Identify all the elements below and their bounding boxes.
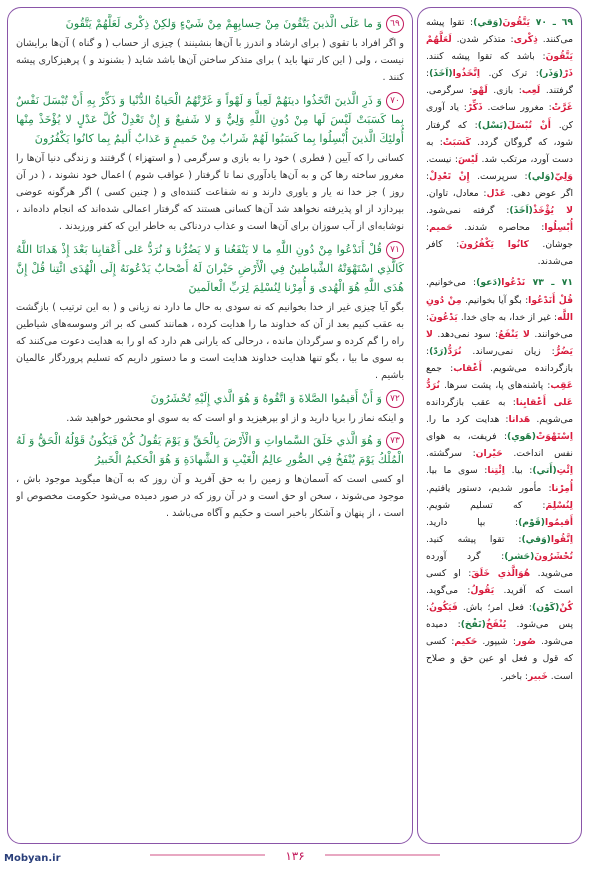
vocab-meaning: : کسی که قول و فعل او عین حق و صلاح است. <box>426 636 573 682</box>
vocab-word: خَبير <box>528 670 548 682</box>
vocab-word: لَهْو <box>472 85 488 97</box>
word-root: (هَوي) <box>507 431 536 443</box>
vocab-word: عَدْل <box>486 187 506 199</box>
verse-1 <box>16 14 404 33</box>
vocab-word: حَكيم <box>454 636 478 648</box>
verse-number-badge: ٧٢ <box>386 390 404 408</box>
vocab-word: كانُوا يَكْفُرُونَ <box>459 239 529 251</box>
vocab-meaning: : سرپرست. <box>469 170 528 182</box>
vocabulary-glossary-panel <box>417 7 582 844</box>
persian-translation: بگو آیا چیزی غیر از خدا بخوانیم که نه سودی به حال ما دارد نه زیانی و ( به این ترتیب ) بازگشت به عقب کنیم بعد از آن که خداوند ما را هدایت کرده ، همانند کسی که بر اثر وسوسه‌های شیاطین راه را گم کرده و سرگردان مانده ، درحالی که یارانی هم دارد که او را به هدایت دعوت می‌کنند که به سوی ما بیا ، بگو تنها هدایت خداوند هدایت است و ما دستور داریم که تسلیم پروردگار عالمیان باشیم . <box>16 301 404 382</box>
vocab-meaning: : باخبر. <box>500 670 529 682</box>
vocab-meaning: : مأمور شدیم، دستور یافتیم. <box>426 482 552 494</box>
vocab-meaning: : زیان نمی‌رساند. <box>461 345 555 357</box>
vocab-meaning: : کافر می‌شدند. <box>426 239 573 268</box>
word-root: (كَوْن) <box>532 602 560 614</box>
vocab-word: لا يُؤْخَذْ <box>532 205 573 217</box>
page-number: ١٣۶ <box>285 849 305 863</box>
vocab-meaning: : سوی ما بیا. <box>426 465 488 477</box>
vocab-meaning: : تقوا پیشه می‌کنند. <box>426 17 573 46</box>
verse-3 <box>16 91 404 148</box>
vocab-meaning: : گرفته نمی‌شود. <box>426 205 510 217</box>
vocab-word: أُبْسِلُوا <box>544 222 573 234</box>
vocab-word: لا يَضُرُّ <box>426 328 573 357</box>
vocab-meaning: : گرد آورده می‌شوید. <box>426 550 573 579</box>
vocab-meaning: : بگو آیا بخوانیم. <box>461 294 529 306</box>
vocab-meaning: : دمیده می‌شود. <box>426 619 573 648</box>
vocab-word: مِنْ دُونِ اللَّه <box>426 294 573 323</box>
vocab-meaning: : متذکر شدن. <box>451 34 514 46</box>
persian-translation: او کسی است که آسمان‌ها و زمین را به حق آفرید و آن روز که به آن‌ها میگوید موجود باش ، موجود می‌شوند ، سخن او حق است و در آن روز که در صور دمیده می‌شود حکومت مخصوص او است ، از پنهان و آشکار باخبر است و حکیم و آگاه می‌باشد . <box>16 473 404 520</box>
word-root: (وَقي) <box>521 533 551 545</box>
vocab-meaning: : هدایت کرد ما را. <box>426 414 509 426</box>
vocab-meaning: : مغرور ساخت. <box>482 102 552 114</box>
word-root: (وَذَر) <box>538 68 563 80</box>
vocab-meaning: : فریفت، به هوای نفس انداخت. <box>426 431 573 460</box>
verse-arabic-text: قُلْ أَنَدْعُوا مِنْ دُونِ اللَّهِ ما لا يَنْفَعُنا وَ لا يَضُرُّنا وَ نُرَدُّ عَلى أَعْقابِنا بَعْدَ إِذْ هَدانَا اللَّهُ كَالَّذِي اسْتَهْوَتْهُ الشَّياطينُ فِي الْأَرْضِ حَيْرانَ لَهُ أَصْحابٌ يَدْعُونَهُ إِلَى الْهُدَى ائْتِنا قُلْ إِنَّ هُدَى اللَّهِ هُوَ الْهُدى وَ أُمِرْنا لِنُسْلِمَ لِرَبِّ الْعالَمينَ <box>16 242 404 294</box>
vocab-word: اِتَّخَذُوا <box>452 68 480 80</box>
vocab-word: قُلْ أَنَدْعُوا <box>528 294 573 306</box>
verse-number-badge: ٧١ <box>386 241 404 259</box>
vocab-meaning: : معادل، تاوان. <box>426 187 487 199</box>
vocab-word: لَعِب <box>521 85 541 97</box>
vocab-word: فَيَكُونُ <box>429 602 458 614</box>
vocab-meaning: : می‌گوید. <box>426 585 471 597</box>
vocab-word: يَدْعُونَ <box>429 311 458 323</box>
vocab-meaning: : ترک کن. <box>479 68 539 80</box>
word-root: (بَسْل) <box>477 119 508 131</box>
word-root: (اَخَذَ) <box>509 205 533 217</box>
vocab-meaning: : به دست آورد، مرتکب شد. <box>426 136 573 165</box>
word-root: (اَخَذَ) <box>429 68 453 80</box>
vocab-word: لَعَلَّهُمْ يَتَّقُونَ <box>426 34 573 63</box>
vocab-meaning: : سرگشته. <box>426 448 476 460</box>
quran-verses-with-translation <box>16 14 404 837</box>
word-root: (وَلي) <box>527 170 555 182</box>
vocab-meaning: : سرگرمی. <box>426 85 473 97</box>
vocab-word: نُرَدُّ <box>447 345 462 357</box>
vocab-meaning: : بیا. <box>504 465 533 477</box>
vocab-word: لِنُسْلِمَ <box>545 499 573 511</box>
vocab-word: لَيْسَ <box>457 153 479 165</box>
vocab-meaning: : غیر از خدا، به جای خدا. <box>457 311 558 323</box>
verse-9 <box>16 431 404 469</box>
vocab-word: نُرَدُّ عَلى أَعْقابِنا <box>426 379 573 409</box>
word-root: ٦٩ ـ ٧٠ <box>529 17 573 28</box>
verse-number-badge: ٧٠ <box>386 92 404 110</box>
vocab-meaning: : سود نمی‌دهد. <box>432 328 499 340</box>
vocab-meaning: : تقوا پیشه کنید. <box>426 533 522 545</box>
verse-number-badge: ٧٣ <box>386 432 404 450</box>
vocab-word: حَيْران <box>475 448 503 460</box>
word-root: (قَوْم) <box>518 516 546 528</box>
vocab-word: اِسْتَهْوَتْ <box>536 431 573 443</box>
site-brand: Mobyan.ir <box>4 853 61 864</box>
vocab-meaning: : نیست. <box>426 153 458 165</box>
vocab-word: هَدانا <box>508 414 531 426</box>
vocab-meaning: : پس می‌شود. <box>426 602 573 631</box>
vocab-meaning: : باشد که تقوا پیشه کنند. <box>426 51 546 63</box>
vocab-word: أَقيمُوا <box>545 516 573 528</box>
verse-5 <box>16 240 404 297</box>
verse-arabic-text: وَ هُوَ الَّذي خَلَقَ السَّماواتِ وَ الْأَرْضَ بِالْحَقِّ وَ يَوْمَ يَقُولُ كُنْ فَيَكُونُ قَوْلُهُ الْحَقُّ وَ لَهُ الْمُلْكُ يَوْمَ يُنْفَخُ فِي الصُّورِ عالِمُ الْغَيْبِ وَ الشَّهادَةِ وَ هُوَ الْحَكيمُ الْخَبيرُ <box>16 433 404 466</box>
vocab-meaning: : می‌خوانند. <box>426 311 573 340</box>
vocab-meaning: : پاشنه‌های پا، پشت سرها. <box>439 379 551 391</box>
word-root: (رَدّ) <box>429 345 448 357</box>
vocab-word: حَميم <box>429 222 453 234</box>
vocab-meaning: : محاصره شدند. <box>452 222 545 234</box>
vocab-word: أَنْ تُبْسَلَ <box>507 119 551 131</box>
vocab-word: هُوَالَّذي خَلَقَ <box>471 568 531 579</box>
vocab-word: غَرَّتْ <box>551 102 573 114</box>
vocab-word: ذَكِّرْ <box>466 102 483 114</box>
persian-translation: و اینکه نماز را برپا دارید و از او بپرهیزید و او است که به سوی او محشور خواهید شد. <box>66 412 404 424</box>
vocab-meaning: : جوشان. <box>426 222 573 251</box>
vocab-word: وَلِيّ <box>554 170 573 182</box>
verse-number-badge: ٦٩ <box>386 15 404 33</box>
vocab-meaning: : بپا دارید. <box>426 516 519 528</box>
vocab-word: إِنْ تَعْدِلْ <box>429 170 470 182</box>
persian-translation: کسانی را که آیین ( فطری ) خود را به بازی و سرگرمی ( و استهزاء ) گرفتند و زندگی دنیا آن‌ها را مغرور ساخته رها کن و به آن‌ها یادآوری نما تا گرفتار ( عواقب شوم ) اعمال خود نشوند ، ( در آن روز ) جز خدا نه یار و یاوری دارند و نه شفاعت کننده‌ای و ( چنین کسی ) اگر هرگونه عوضی بپردازد از او پذیرفته نخواهد شد آن‌ها کسانی هستند که گرفتار اعمالی شده‌اند که انجام داده‌اند ، نوشابه‌ای از آب سوزان برای آن‌ها است و عذاب دردناکی به خاطر این که کفر ورزیدند . <box>16 152 404 233</box>
vocab-word: صُور <box>515 636 536 648</box>
vocab-meaning: : بازگردانده می‌شویم. <box>426 345 573 374</box>
vocab-word: اِئْتِ <box>556 465 573 477</box>
vocab-meaning: : که گرفتار شود، که گروگان گردد. <box>426 119 573 148</box>
vocab-meaning: : فعل امر؛ باش. <box>457 602 533 614</box>
vocab-word: يَتَّقُونَ <box>502 17 530 28</box>
vocab-word: أَعْقاب <box>453 362 482 374</box>
vocab-word: ذَرْ <box>562 68 573 80</box>
vocab-meaning: : شیپور. <box>477 636 516 648</box>
vocab-word: ذِكْرى <box>513 34 538 46</box>
vocab-word: يُنْفَخُ <box>485 619 507 631</box>
glossary-section-1 <box>426 14 573 270</box>
vocab-word: اِتَّقُوا <box>550 533 573 545</box>
vocab-meaning: : که تسلیم شویم. <box>426 499 546 511</box>
vocab-meaning: : می‌خوانیم. <box>426 277 477 289</box>
vocab-meaning: : او کسی است که آفرید. <box>426 568 573 597</box>
word-root: (دَعو) <box>476 277 502 289</box>
vocab-meaning: : گرفتند. <box>426 68 573 97</box>
verse-7 <box>16 389 404 408</box>
word-root: ٧١ ـ ٧٣ <box>525 277 573 289</box>
vocab-word: كُنْ <box>559 602 573 614</box>
glossary-section-2 <box>426 274 573 684</box>
glossary-body <box>426 14 573 837</box>
vocab-meaning: : بازی. <box>487 85 522 97</box>
persian-translation: و اگر افراد با تقوی ( برای ارشاد و اندرز با آن‌ها بنشینند ) چیزی از حساب ( و گناه ) آن‌ها برایشان نیست ، ولی ( این کار تنها باید ) برای متذکر ساختن آن‌ها باشد شاید ( بشنوند و ) پرهیزکاری پیشه کنند . <box>16 38 404 84</box>
vocab-word: اِئْتِنا <box>487 465 505 477</box>
vocab-word: أُمِرْنا <box>551 482 573 494</box>
vocab-meaning: : جمع <box>426 362 454 374</box>
word-root: (أَتي) <box>532 465 557 477</box>
vocab-meaning: : یاد آوری کن. <box>426 102 573 131</box>
vocab-word: يَقُولُ <box>470 585 495 597</box>
vocab-meaning: : به عقب بازگردانده می‌شویم. <box>426 397 573 426</box>
vocab-word: تُحْشَرُونَ <box>534 550 573 562</box>
main-text-panel <box>7 7 413 844</box>
vocab-word: لا يَنْفَعُ <box>498 328 530 340</box>
vocab-word: كَسَبَتْ <box>442 136 471 148</box>
vocab-meaning: : اگر عوض دهی. <box>426 170 573 199</box>
word-root: (نَفْخ) <box>460 619 486 631</box>
vocab-word: عَقِب <box>550 379 573 391</box>
vocab-word: نَدْعُوا <box>501 277 526 289</box>
verse-arabic-text: وَ ذَرِ الَّذينَ اتَّخَذُوا دينَهُمْ لَعِباً وَ لَهْواً وَ غَرَّتْهُمُ الْحَياةُ الدُّنْيا وَ ذَكِّرْ بِهِ أَنْ تُبْسَلَ نَفْسٌ بِما كَسَبَتْ لَيْسَ لَها مِنْ دُونِ اللَّهِ وَلِيٌّ وَ لا شَفيعٌ وَ إِنْ تَعْدِلْ كُلَّ عَدْلٍ لا يُؤْخَذْ مِنْها أُولئِكَ الَّذينَ أُبْسِلُوا بِما كَسَبُوا لَهُمْ شَرابٌ مِنْ حَميمٍ وَ عَذابٌ أَليمٌ بِما كانُوا يَكْفُرُونَ <box>16 93 404 145</box>
word-root: (حَشر) <box>504 550 535 562</box>
verse-arabic-text: وَ أَنْ أَقيمُوا الصَّلاةَ وَ اتَّقُوهُ وَ هُوَ الَّذي إِلَيْهِ تُحْشَرُونَ <box>150 391 382 405</box>
word-root: (وَقي) <box>473 17 503 28</box>
verse-arabic-text: وَ ما عَلَى الَّذينَ يَتَّقُونَ مِنْ حِسابِهِمْ مِنْ شَيْءٍ وَلكِنْ ذِكْرى لَعَلَّهُمْ يَتَّقُونَ <box>65 17 382 30</box>
